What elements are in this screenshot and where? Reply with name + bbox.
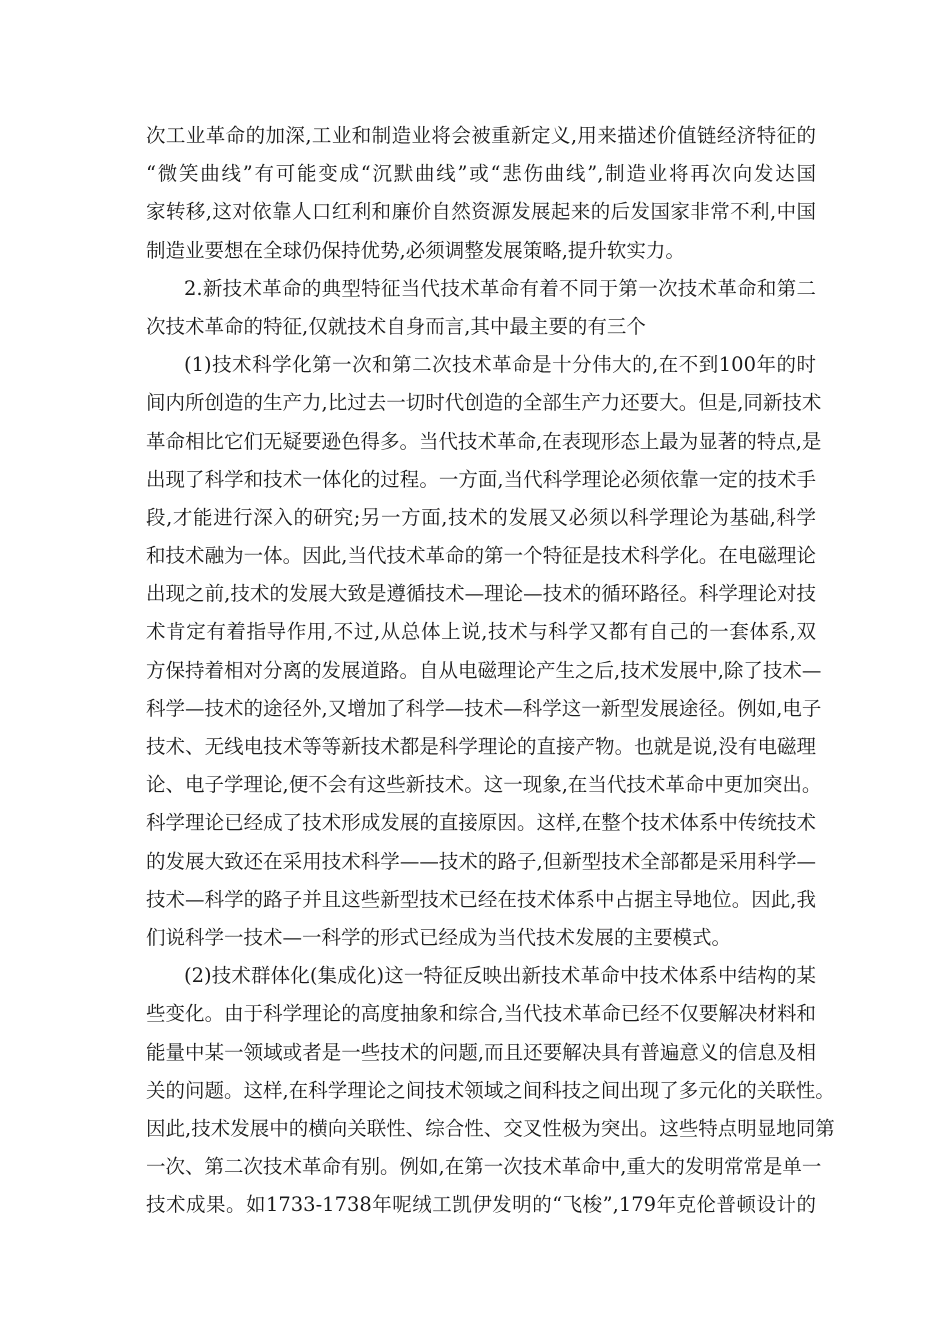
text-line: “微笑曲线”有可能变成“沉默曲线”或“悲伤曲线”,制造业将再次向发达国 [146,162,816,186]
text-line: 论、电子学理论,便不会有这些新技术。这一现象,在当代技术革命中更加突出。 [146,773,822,797]
text-line: 的发展大致还在采用技术科学——技术的路子,但新型技术全部都是采用科学— [146,849,816,873]
text-line: 能量中某一领域或者是一些技术的问题,而且还要解决具有普遍意义的信息及相 [146,1040,816,1064]
text-line: 技术成果。如1733-1738年呢绒工凯伊发明的“飞梭”,179年克伦普顿设计的 [146,1193,816,1217]
text-line: (1)技术科学化第一次和第二次技术革命是十分伟大的,在不到100年的时 [184,353,816,377]
text-line: 方保持着相对分离的发展道路。自从电磁理论产生之后,技术发展中,除了技术— [146,658,822,682]
text-line: 关的问题。这样,在科学理论之间技术领域之间科技之间出现了多元化的关联性。 [146,1078,835,1102]
text-line: 和技术融为一体。因此,当代技术革命的第一个特征是技术科学化。在电磁理论 [146,544,816,568]
text-line: 技术—科学的路子并且这些新型技术已经在技术体系中占据主导地位。因此,我 [146,887,816,911]
text-line: 出现之前,技术的发展大致是遵循技术—理论—技术的循环路径。科学理论对技 [146,582,816,606]
text-line: 2.新技术革命的典型特征当代技术革命有着不同于第一次技术革命和第二 [184,276,816,300]
text-line: 段,才能进行深入的研究;另一方面,技术的发展又必须以科学理论为基础,科学 [146,505,816,529]
text-line: 术肯定有着指导作用,不过,从总体上说,技术与科学又都有自己的一套体系,双 [146,620,816,644]
text-line: 家转移,这对依靠人口红利和廉价自然资源发展起来的后发国家非常不利,中国 [146,200,816,224]
text-line: 些变化。由于科学理论的高度抽象和综合,当代技术革命已经不仅要解决材料和 [146,1002,816,1026]
text-line: 制造业要想在全球仍保持优势,必须调整发展策略,提升软实力。 [146,238,685,262]
text-line: 一次、第二次技术革命有别。例如,在第一次技术革命中,重大的发明常常是单一 [146,1155,822,1179]
text-line: 次技术革命的特征,仅就技术自身而言,其中最主要的有三个 [146,314,646,338]
text-line: 出现了科学和技术一体化的过程。一方面,当代科学理论必须依靠一定的技术手 [146,467,816,491]
text-line: 因此,技术发展中的横向关联性、综合性、交叉性极为突出。这些特点明显地同第 [146,1116,835,1140]
text-line: 间内所创造的生产力,比过去一切时代创造的全部生产力还要大。但是,同新技术 [146,391,822,415]
text-line: 科学—技术的途径外,又增加了科学—技术—科学这一新型发展途径。例如,电子 [146,696,822,720]
text-line: 科学理论已经成了技术形成发展的直接原因。这样,在整个技术体系中传统技术 [146,811,816,835]
document-body [146,117,835,1224]
text-line: (2)技术群体化(集成化)这一特征反映出新技术革命中技术体系中结构的某 [184,964,816,988]
text-line: 革命相比它们无疑要逊色得多。当代技术革命,在表现形态上最为显著的特点,是 [146,429,822,453]
text-line: 们说科学一技术—一科学的形式已经成为当代技术发展的主要模式。 [146,925,732,949]
text-line: 次工业革命的加深,工业和制造业将会被重新定义,用来描述价值链经济特征的 [146,124,816,147]
text-line: 技术、无线电技术等等新技术都是科学理论的直接产物。也就是说,没有电磁理 [146,735,816,758]
